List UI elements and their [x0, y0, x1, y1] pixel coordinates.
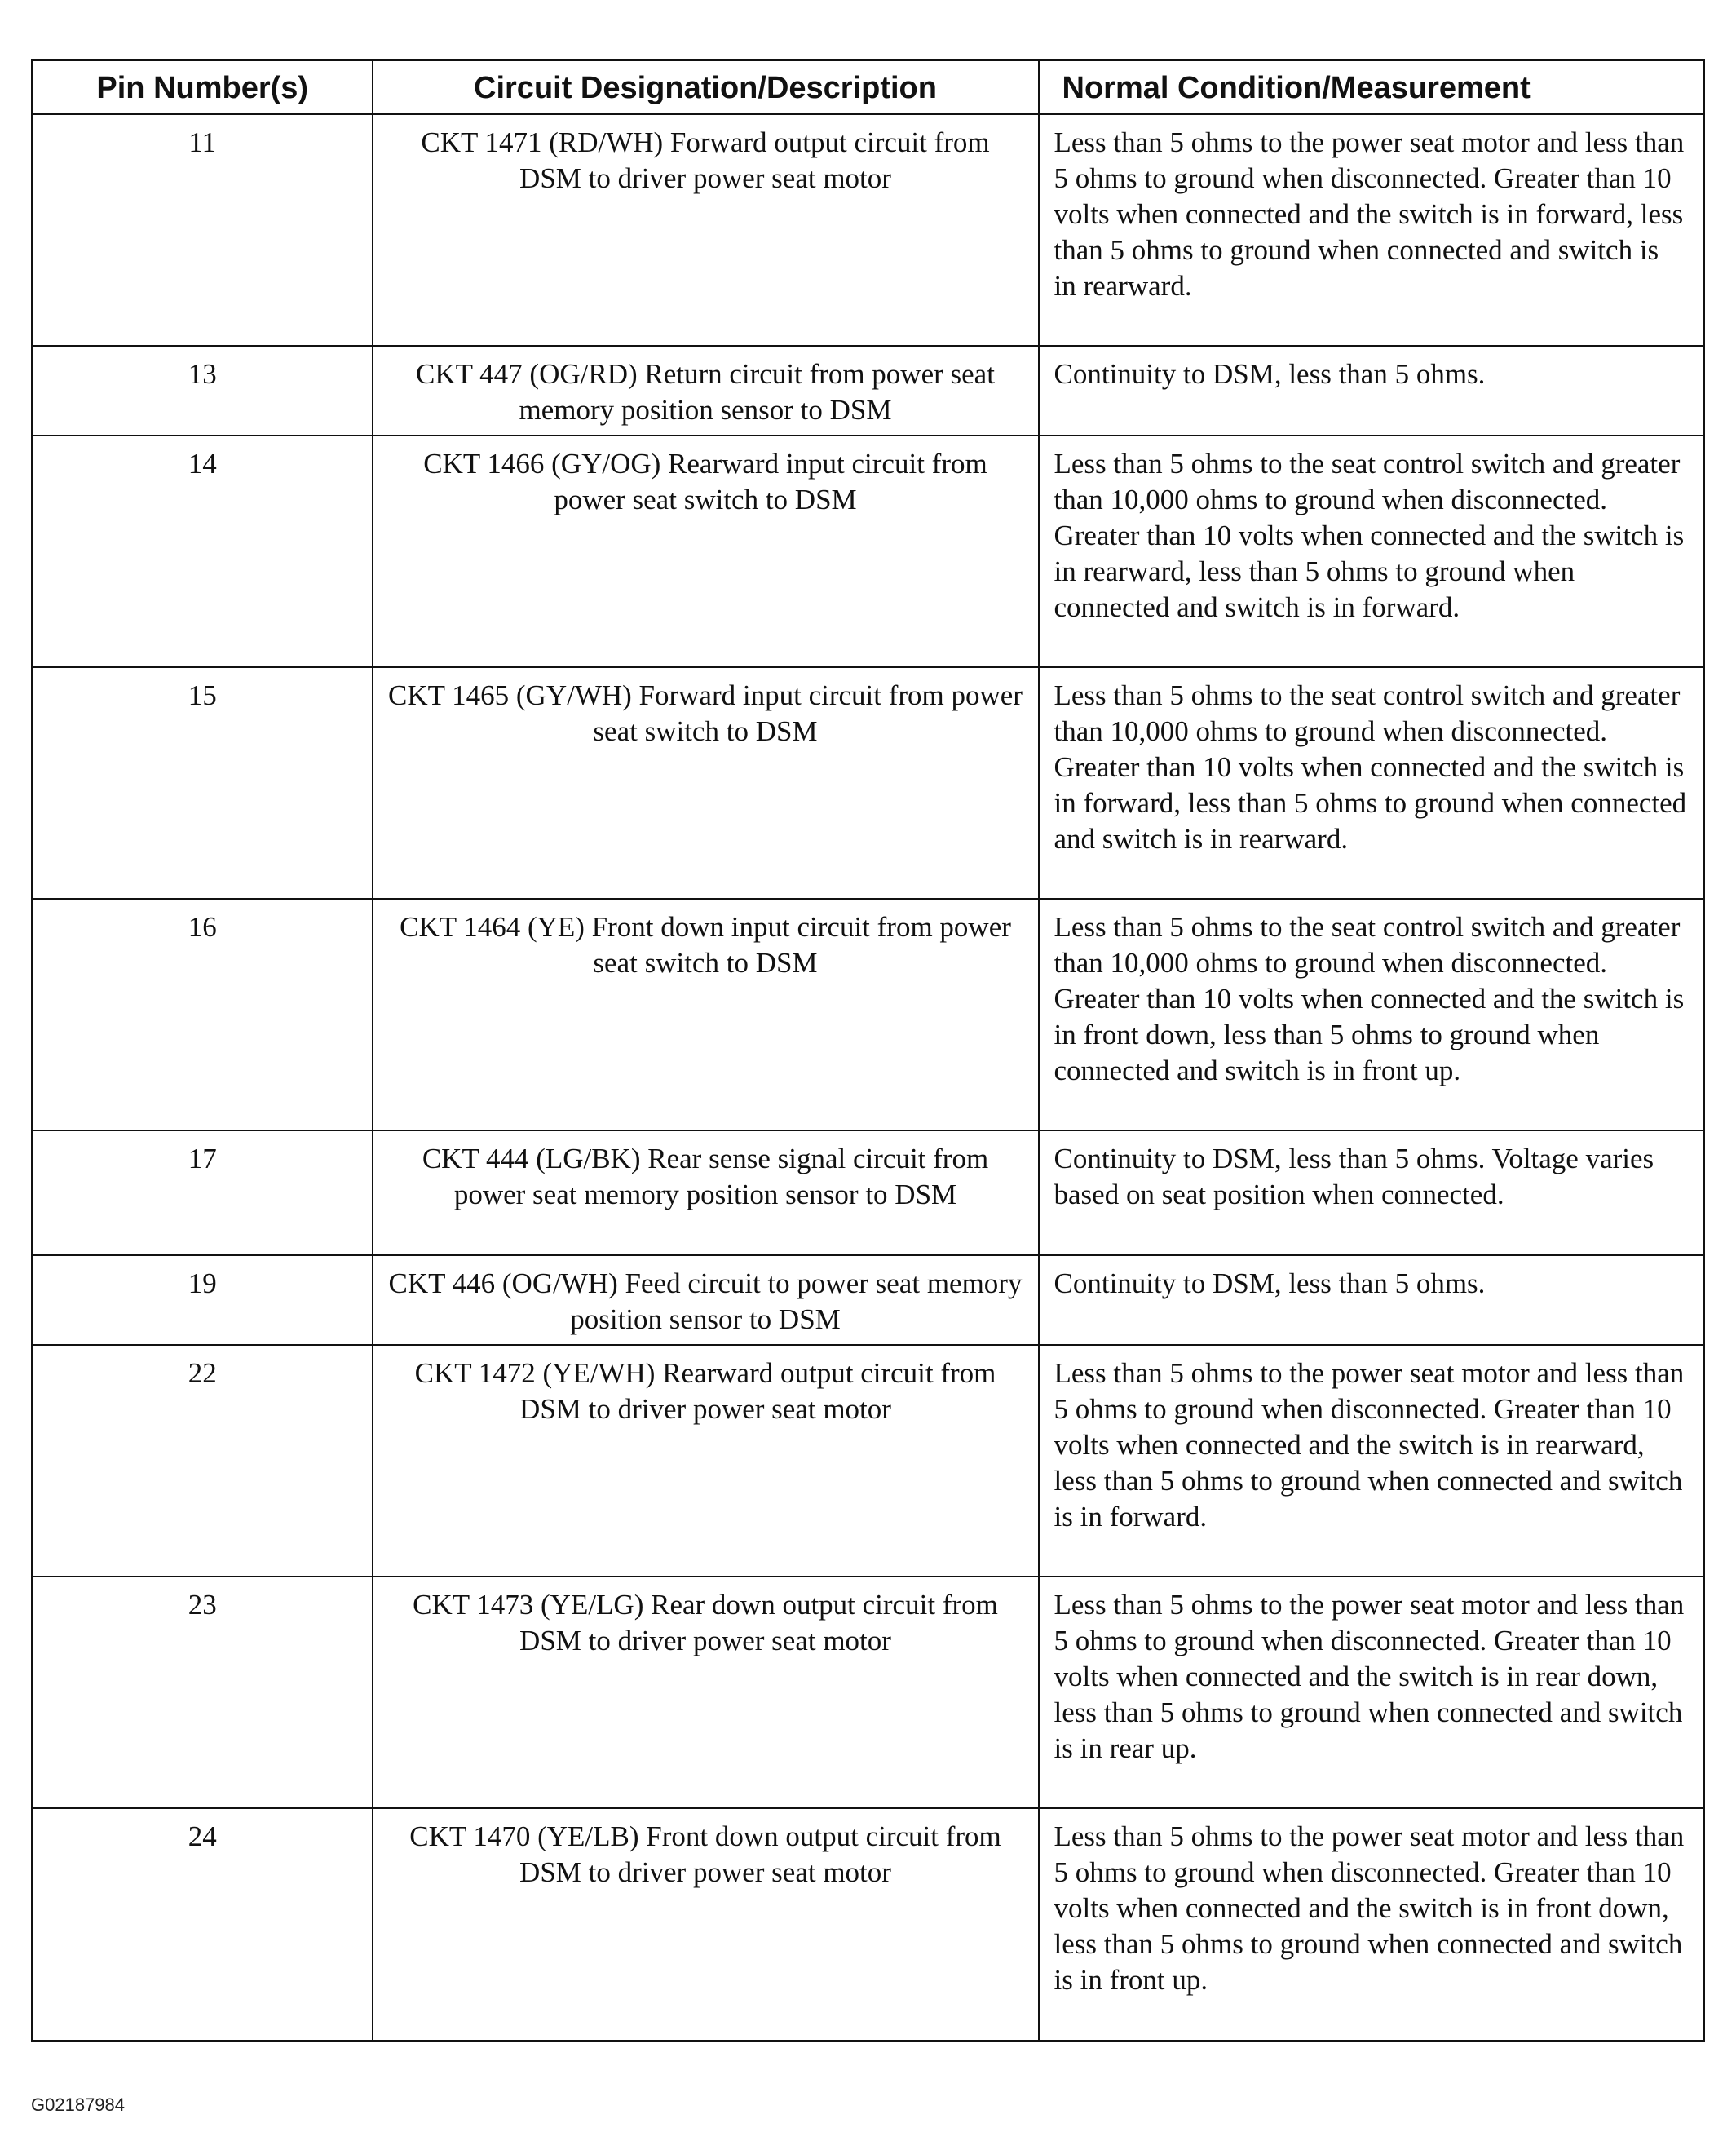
pin-number-cell: 14 — [33, 436, 373, 667]
table-row — [33, 1130, 1704, 1255]
table-row — [33, 1255, 1704, 1345]
table-row — [33, 346, 1704, 436]
circuit-description-cell: CKT 1464 (YE) Front down input circuit from power seat switch to DSM — [373, 899, 1039, 1130]
table-header-row — [33, 60, 1704, 114]
header-normal-measurement: Normal Condition/Measurement — [1039, 60, 1704, 114]
circuit-description-cell: CKT 444 (LG/BK) Rear sense signal circuit from power seat memory position sensor to DSM — [373, 1130, 1039, 1255]
pin-number-cell: 24 — [33, 1808, 373, 2041]
measurement-cell: Less than 5 ohms to the seat control switch and greater than 10,000 ohms to ground when disconnected. Greater than 10 volts when connected and the switch is in front down, less than 5 ohms to ground when connected and switch is in front up. — [1039, 899, 1704, 1130]
pin-number-cell: 11 — [33, 114, 373, 346]
table-row — [33, 1577, 1704, 1808]
circuit-description-cell: CKT 1473 (YE/LG) Rear down output circuit from DSM to driver power seat motor — [373, 1577, 1039, 1808]
pin-number-cell: 19 — [33, 1255, 373, 1345]
pin-number-cell: 16 — [33, 899, 373, 1130]
measurement-cell: Continuity to DSM, less than 5 ohms. — [1039, 1255, 1704, 1345]
pin-number-cell: 17 — [33, 1130, 373, 1255]
pin-number-cell: 15 — [33, 667, 373, 899]
measurement-cell: Less than 5 ohms to the power seat motor and less than 5 ohms to ground when disconnected. Greater than 10 volts when connected and the switch is in rear down, less than 5 ohms to ground when connected and switch is in rear up. — [1039, 1577, 1704, 1808]
measurement-cell: Less than 5 ohms to the power seat motor and less than 5 ohms to ground when disconnected. Greater than 10 volts when connected and the switch is in rearward, less than 5 ohms to ground when connected and switch is in forward. — [1039, 1345, 1704, 1577]
figure-id-label: G02187984 — [31, 2094, 125, 2115]
measurement-cell: Less than 5 ohms to the seat control switch and greater than 10,000 ohms to ground when disconnected. Greater than 10 volts when connected and the switch is in rearward, less than 5 ohms to ground when connected and switch is in forward. — [1039, 436, 1704, 667]
table-row — [33, 1345, 1704, 1577]
measurement-cell: Continuity to DSM, less than 5 ohms. — [1039, 346, 1704, 436]
measurement-cell: Less than 5 ohms to the power seat motor and less than 5 ohms to ground when disconnected. Greater than 10 volts when connected and the switch is in forward, less than 5 ohms to ground when connected and switch is in rearward. — [1039, 114, 1704, 346]
measurement-cell: Continuity to DSM, less than 5 ohms. Voltage varies based on seat position when connected. — [1039, 1130, 1704, 1255]
circuit-description-cell: CKT 1466 (GY/OG) Rearward input circuit from power seat switch to DSM — [373, 436, 1039, 667]
table-row — [33, 1808, 1704, 2041]
measurement-cell: Less than 5 ohms to the seat control switch and greater than 10,000 ohms to ground when disconnected. Greater than 10 volts when connected and the switch is in forward, less than 5 ohms to ground when connected and switch is in rearward. — [1039, 667, 1704, 899]
table-row — [33, 114, 1704, 346]
circuit-description-cell: CKT 1472 (YE/WH) Rearward output circuit from DSM to driver power seat motor — [373, 1345, 1039, 1577]
header-pin-numbers: Pin Number(s) — [33, 60, 373, 114]
pin-number-cell: 13 — [33, 346, 373, 436]
circuit-description-cell: CKT 446 (OG/WH) Feed circuit to power seat memory position sensor to DSM — [373, 1255, 1039, 1345]
circuit-description-cell: CKT 1471 (RD/WH) Forward output circuit from DSM to driver power seat motor — [373, 114, 1039, 346]
circuit-description-cell: CKT 1470 (YE/LB) Front down output circuit from DSM to driver power seat motor — [373, 1808, 1039, 2041]
header-circuit-description: Circuit Designation/Description — [373, 60, 1039, 114]
measurement-cell: Less than 5 ohms to the power seat motor and less than 5 ohms to ground when disconnected. Greater than 10 volts when connected and the switch is in front down, less than 5 ohms to ground when connected and switch is in front up. — [1039, 1808, 1704, 2041]
circuit-description-cell: CKT 447 (OG/RD) Return circuit from power seat memory position sensor to DSM — [373, 346, 1039, 436]
pin-number-cell: 22 — [33, 1345, 373, 1577]
circuit-description-cell: CKT 1465 (GY/WH) Forward input circuit from power seat switch to DSM — [373, 667, 1039, 899]
pin-circuit-table — [31, 59, 1705, 2042]
table-row — [33, 436, 1704, 667]
pin-number-cell: 23 — [33, 1577, 373, 1808]
table-row — [33, 667, 1704, 899]
table-row — [33, 899, 1704, 1130]
